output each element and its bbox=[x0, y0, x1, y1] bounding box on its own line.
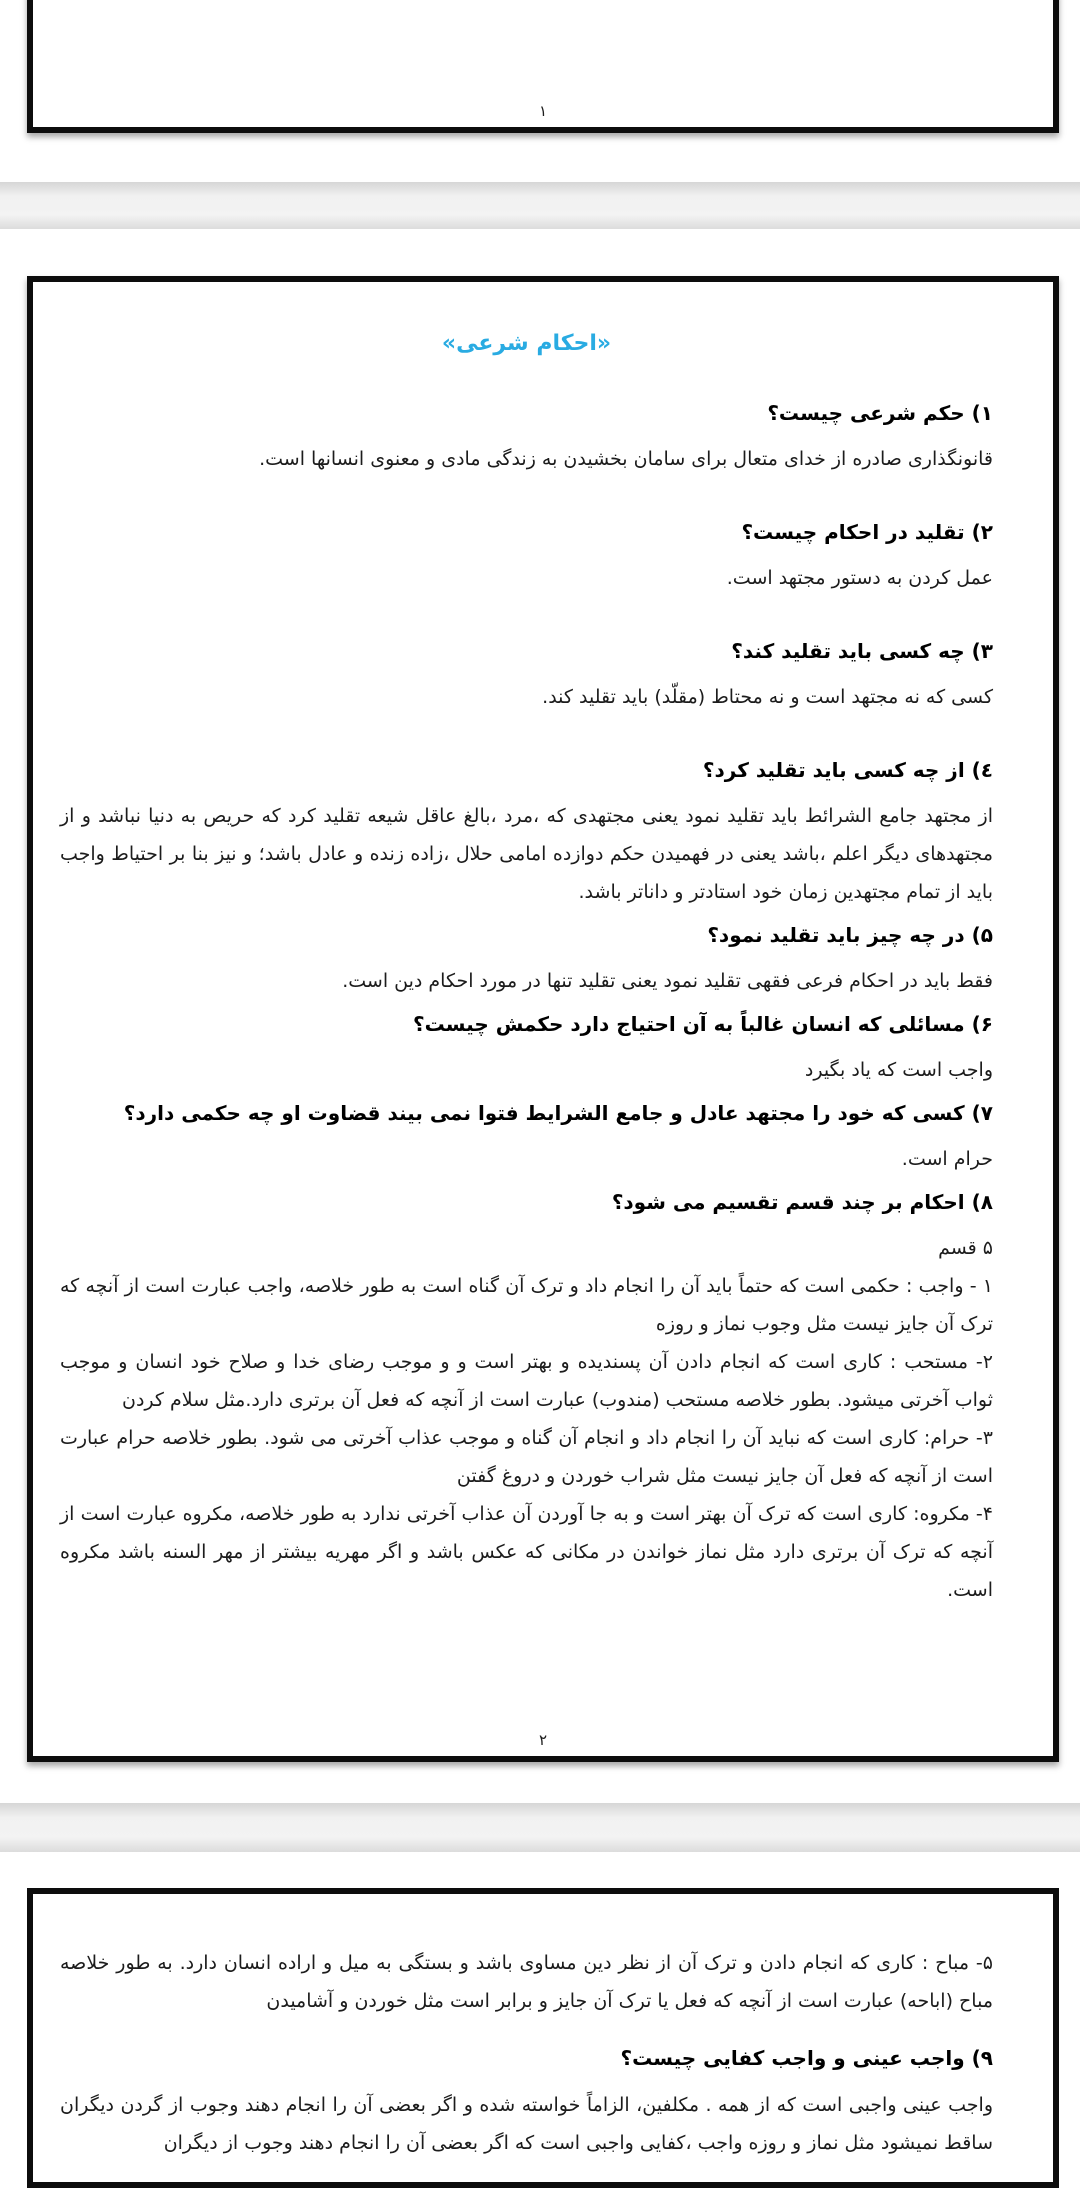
question-text: ۶) مسائلی که انسان غالباً به آن احتیاج دارد حکمش چیست؟ bbox=[413, 1012, 993, 1036]
question-text: ٤) از چه کسی باید تقلید کرد؟ bbox=[702, 758, 993, 782]
page-3-content bbox=[33, 1894, 1053, 2162]
answer-group bbox=[60, 1229, 993, 1609]
answer-paragraph: عمل کردن به دستور مجتهد است. bbox=[726, 567, 993, 589]
answer-paragraph: ۱ - واجب : حکمی است که حتماً باید آن را انجام داد و ترک آن گناه است به طور خلاصه، واجب عبارت است از آنچه که ترک آن جایز نیست مثل وجوب نماز و روزه bbox=[60, 1275, 993, 1335]
answer-group bbox=[60, 559, 993, 597]
question-text: ۲) تقلید در احکام چیست؟ bbox=[741, 520, 993, 544]
qa-block bbox=[60, 399, 993, 478]
page-1 bbox=[27, 0, 1059, 133]
answer-paragraph: کسی که نه مجتهد است و نه محتاط (مقلّد) باید تقلید کند. bbox=[542, 686, 993, 708]
answer-group bbox=[60, 962, 993, 1000]
answer-group bbox=[60, 678, 993, 716]
qa-list bbox=[60, 399, 993, 1609]
answer-paragraph: ۲- مستحب : کاری است که انجام دادن آن پسندیده و بهتر است و و موجب رضای خدا و صلاح خود انسان و موجب ثواب آخرتی میشود. بطور خلاصه مستحب (مندوب) عبارت است از آنچه که فعل آن برتری دارد.مثل سلام کردن bbox=[60, 1351, 993, 1411]
answer-paragraph: ۵- مباح : کاری که انجام دادن و ترک آن از نظر دین مساوی باشد و بستگی به میل و اراده انسان دارد. به طور خلاصه مباح (اباحه) عبارت است از آنچه که فعل یا ترک آن جایز و برابر است مثل خوردن و آشامیدن bbox=[60, 1952, 993, 2012]
question-text: ۳) چه کسی باید تقلید کند؟ bbox=[731, 639, 993, 663]
document-title: «احکام شرعی» bbox=[441, 331, 612, 356]
page-1-number: ۱ bbox=[538, 102, 548, 120]
answer-paragraph: واجب است که یاد بگیرد bbox=[804, 1059, 993, 1081]
question-text: ۸) احکام بر چند قسم تقسیم می شود؟ bbox=[611, 1190, 993, 1214]
question-text: ۹) واجب عینی و واجب کفایی چیست؟ bbox=[620, 2046, 993, 2070]
answer-paragraph: فقط باید در احکام فرعی فقهی تقلید نمود یعنی تقلید تنها در مورد احکام دین است. bbox=[342, 970, 993, 992]
page-2-number: ۲ bbox=[538, 1731, 548, 1749]
page-3 bbox=[27, 1888, 1059, 2188]
answer-paragraph: ۵ قسم bbox=[938, 1237, 993, 1259]
qa-block bbox=[60, 1010, 993, 1089]
answer-paragraph: ۳- حرام: کاری است که نباید آن را انجام داد و انجام آن گناه و موجب عذاب آخرتی می شود. بطور خلاصه حرام عبارت است از آنچه که فعل آن جایز نیست مثل شراب خوردن و دروغ گفتن bbox=[60, 1427, 993, 1487]
qa-block bbox=[60, 756, 993, 911]
answer-paragraph: قانونگذاری صادره از خدای متعال برای سامان بخشیدن به زندگی مادی و معنوی انسانها است. bbox=[259, 448, 993, 470]
answer-paragraph: حرام است. bbox=[901, 1148, 993, 1170]
answer-group bbox=[60, 1051, 993, 1089]
answer-paragraph: ۴- مکروه: کاری است که ترک آن بهتر است و به جا آوردن آن عذاب آخرتی ندارد به طور خلاصه، مکروه عبارت است از آنچه که ترک آن برتری دارد مثل نماز خواندن در مکانی که عکس باشد و اگر مهریه بیشتر از مهر السنه باشد مکروه است. bbox=[60, 1503, 993, 1601]
page-2 bbox=[27, 276, 1059, 1762]
page-separator-1 bbox=[0, 182, 1080, 229]
page-2-content bbox=[33, 329, 1053, 1609]
qa-block bbox=[60, 1188, 993, 1609]
qa-block bbox=[60, 518, 993, 597]
qa-block bbox=[60, 921, 993, 1000]
answer-paragraph: واجب عینی واجبی است که از همه . مکلفین، الزاماً خواسته شده و اگر بعضی آن را انجام دهند وجوب از گردن دیگران ساقط نمیشود مثل نماز و روزه واجب ،کفایی واجبی است که اگر بعضی آن را انجام دهند وجوب از دیگران bbox=[60, 2094, 993, 2154]
answer-group bbox=[60, 440, 993, 478]
answer-paragraph: از مجتهد جامع الشرائط باید تقلید نمود یعنی مجتهدی که ،مرد ،بالغ عاقل شیعه تقلید کرد که حریص به دنیا نباشد و از مجتهدهای دیگر اعلم ،باشد یعنی در فهمیدن حکم دوازده امامی حلال ،زاده زنده و عادل باشد؛ و نیز بنا بر احتیاط واجب باید از تمام مجتهدین زمان خود استادتر و داناتر باشد. bbox=[60, 805, 993, 903]
qa-block bbox=[60, 1099, 993, 1178]
answer-group bbox=[60, 1140, 993, 1178]
question-text: ۷) کسی که خود را مجتهد عادل و جامع الشرایط فتوا نمی بیند قضاوت او چه حکمی دارد؟ bbox=[123, 1101, 993, 1125]
answer-group bbox=[60, 797, 993, 911]
page-separator-2 bbox=[0, 1803, 1080, 1852]
question-text: ۵) در چه چیز باید تقلید نمود؟ bbox=[707, 923, 993, 947]
question-text: ۱) حکم شرعی چیست؟ bbox=[767, 401, 993, 425]
qa-block bbox=[60, 637, 993, 716]
